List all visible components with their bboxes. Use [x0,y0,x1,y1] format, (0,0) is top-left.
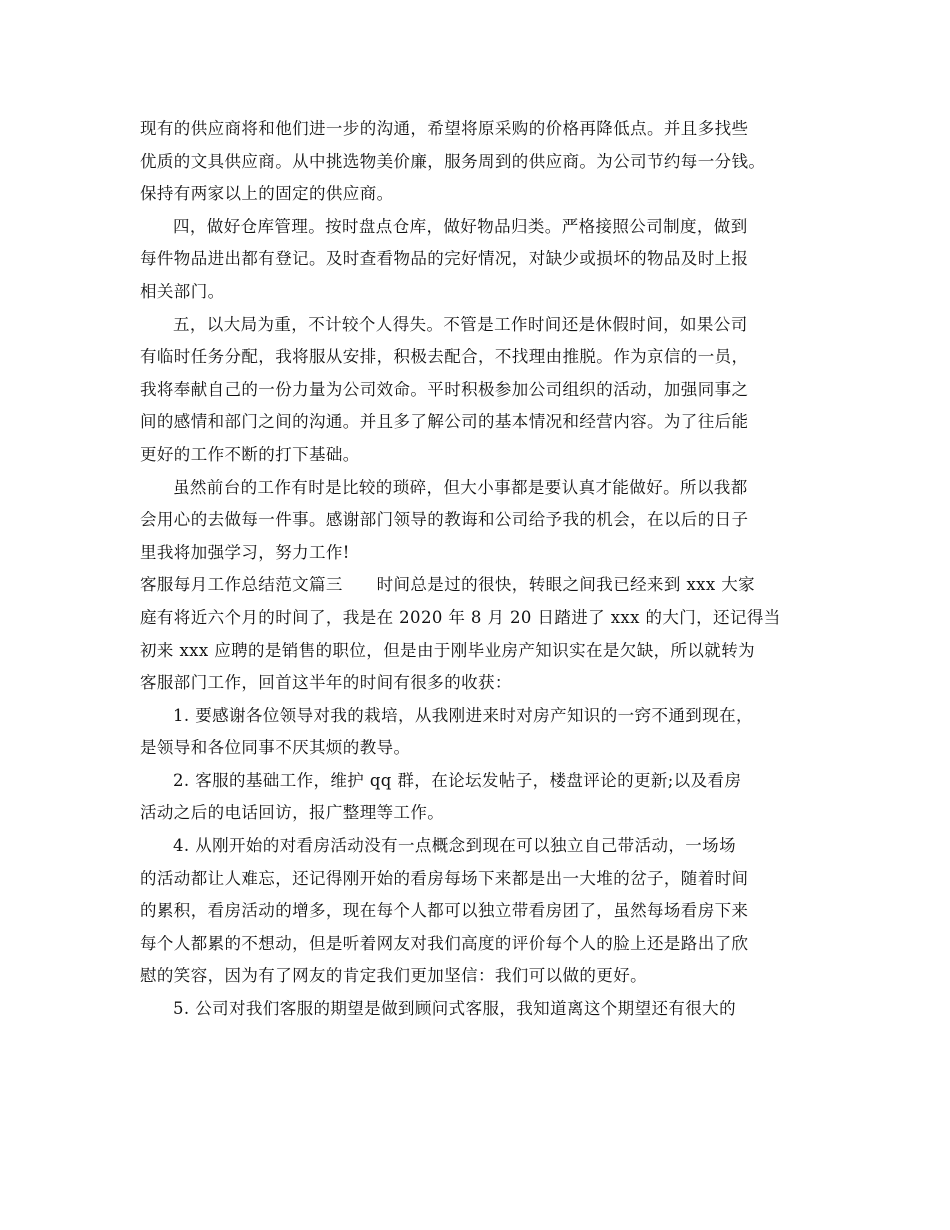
text-line: 1. 要感谢各位领导对我的栽培，从我刚进来时对房产知识的一窍不通到现在， [173,705,753,725]
text-line: 虽然前台的工作有时是比较的琐碎，但大小事都是要认真才能做好。所以我都 [173,477,748,497]
text-line: 更好的工作不断的打下基础。 [140,444,360,464]
text-line: 相关部门。 [140,281,225,301]
text-line: 保持有两家以上的固定的供应商。 [140,184,394,204]
text-line: 间的感情和部门之间的沟通。并且多了解公司的基本情况和经营内容。为了往后能 [140,412,749,432]
text-line: 5. 公司对我们客服的期望是做到顾问式客服，我知道离这个期望还有很大的 [173,999,736,1019]
text-line: 是领导和各位同事不厌其烦的教导。 [140,738,411,758]
text-line: 优质的文具供应商。从中挑选物美价廉，服务周到的供应商。为公司节约每一分钱。 [140,151,766,171]
document-body [140,113,830,1026]
text-line: 每个人都累的不想动，但是听着网友对我们高度的评价每个人的脸上还是路出了欣 [140,933,749,953]
text-line: 会用心的去做每一件事。感谢部门领导的教诲和公司给予我的机会，在以后的日子 [140,510,749,530]
text-line: 4. 从刚开始的对看房活动没有一点概念到现在可以独立自己带活动，一场场 [173,836,736,856]
text-line: 每件物品进出都有登记。及时查看物品的完好情况，对缺少或损坏的物品及时上报 [140,249,749,269]
text-line: 的累积，看房活动的增多，现在每个人都可以独立带看房团了，虽然每场看房下来 [140,901,749,921]
text-line: 现有的供应商将和他们进一步的沟通，希望将原采购的价格再降低点。并且多找些 [140,119,749,138]
text-line: 活动之后的电话回访，报广整理等工作。 [140,803,445,823]
text-line: 五，以大局为重，不计较个人得失。不管是工作时间还是休假时间，如果公司 [173,314,748,334]
text-line: 客服部门工作，回首这半年的时间有很多的收获： [140,673,512,693]
text-line: 有临时任务分配，我将服从安排，积极去配合，不找理由推脱。作为京信的一员， [140,347,749,367]
text-line: 庭有将近六个月的时间了，我是在 2020 年 8 月 20 日踏进了 xxx 的大门，还记得当 [140,607,781,627]
text-line: 的活动都让人难忘，还记得刚开始的看房每场下来都是出一大堆的岔子，随着时间 [140,868,749,888]
text-line: 慰的笑容，因为有了网友的肯定我们更加坚信：我们可以做的更好。 [140,966,647,986]
text-line: 四，做好仓库管理。按时盘点仓库，做好物品归类。严格接照公司制度，做到 [173,216,748,236]
text-line: 客服每月工作总结范文篇三 时间总是过的很快，转眼之间我已经来到 xxx 大家 [140,575,756,595]
text-line: 里我将加强学习，努力工作! [140,542,350,562]
text-line: 初来 xxx 应聘的是销售的职位，但是由于刚毕业房产知识实在是欠缺，所以就转为 [140,640,756,660]
text-line: 我将奉献自己的一份力量为公司效命。平时积极参加公司组织的活动，加强同事之 [140,379,749,399]
text-line: 2. 客服的基础工作，维护 qq 群，在论坛发帖子，楼盘评论的更新;以及看房 [173,770,742,790]
